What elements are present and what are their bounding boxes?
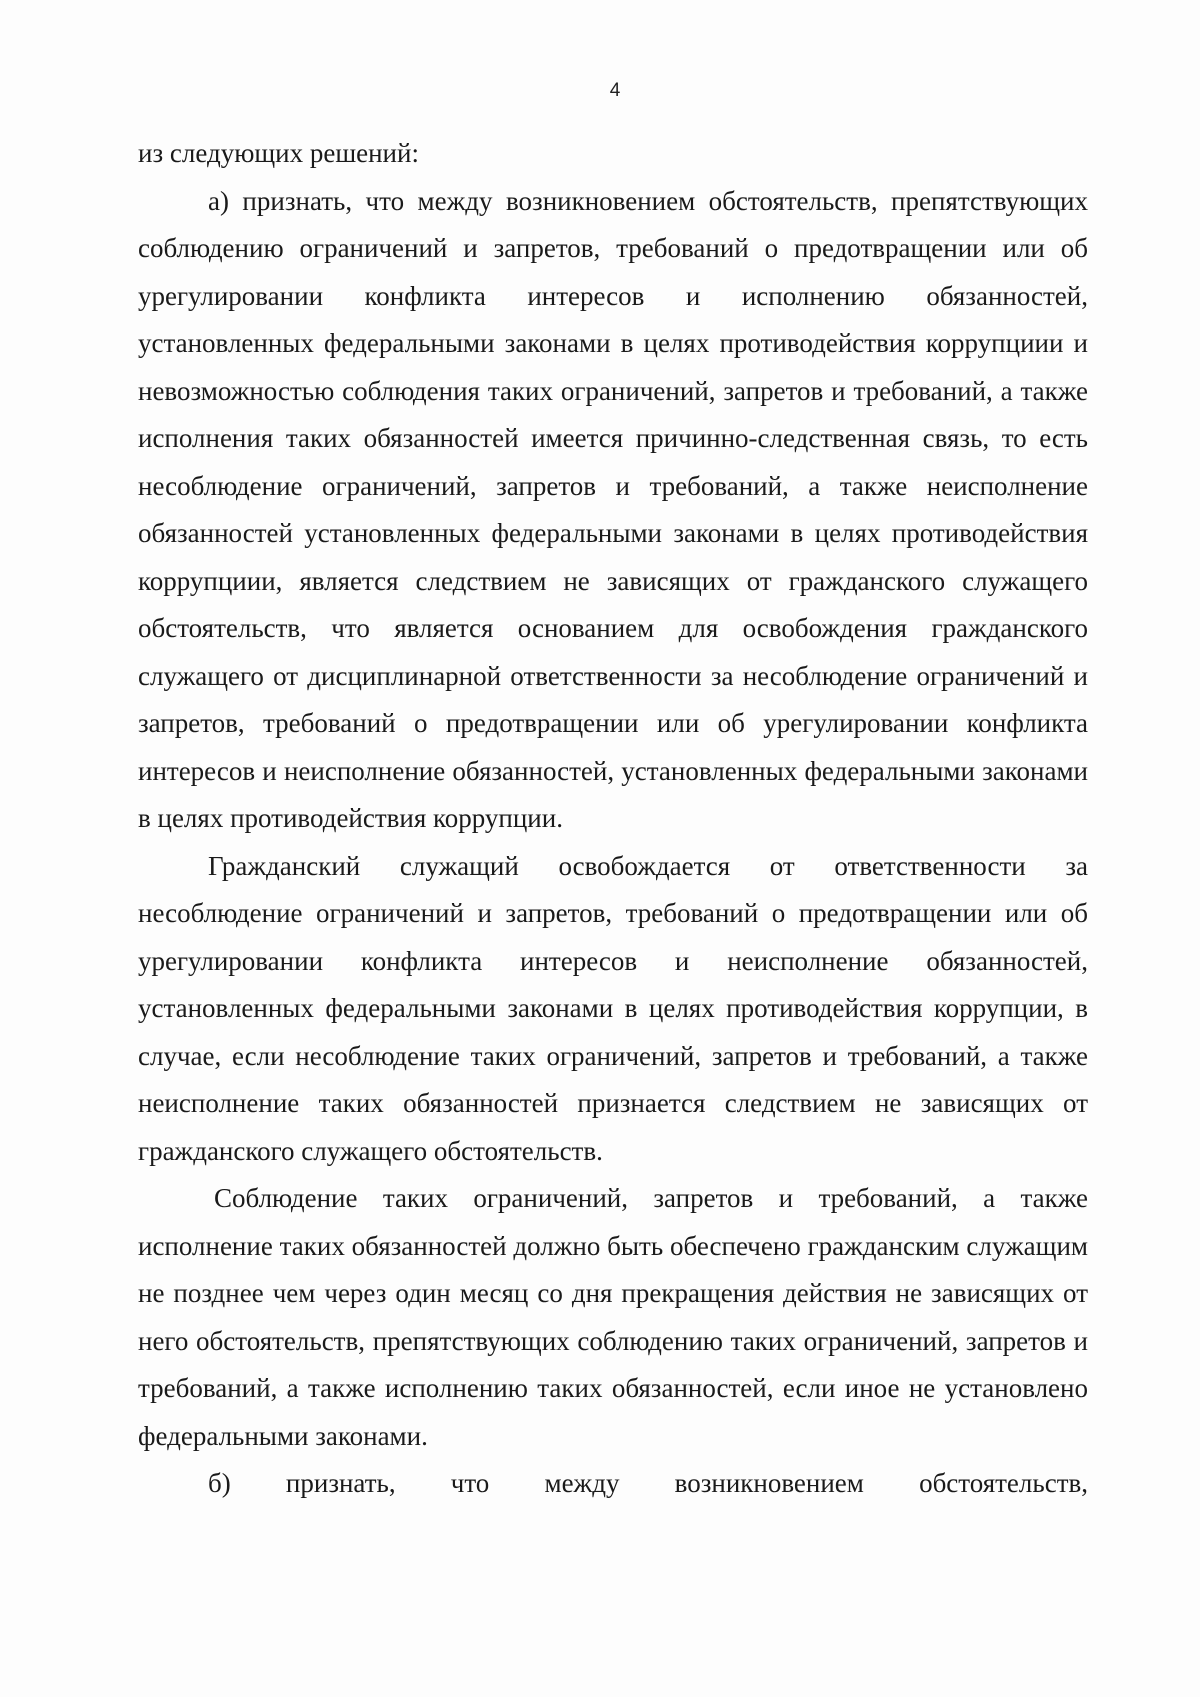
paragraph-decision-a: а) признать, что между возникновением обстоятельств, препятствующих соблюдению ограничений и запретов, требований о предотвращении или об урегулировании конфликта интересов и исполнению обязанностей, установленных федеральными законами в целях противодействия коррупциии и невозможностью соблюдения таких ограничений, запретов и требований, а также исполнения таких обязанностей имеется причинно-следственная связь, то есть несоблюдение ограничений, запретов и требований, а также неисполнение обязанностей установленных федеральными законами в целях противодействия коррупциии, является следствием не зависящих от гражданского служащего обстоятельств, что является основанием для освобождения гражданского служащего от дисциплинарной ответственности за несоблюдение ограничений и запретов, требований о предотвращении или об урегулировании конфликта интересов и неисполнение обязанностей, установленных федеральными законами в целях противодействия коррупции.: [138, 185, 1088, 833]
paragraph-compliance-deadline: Соблюдение таких ограничений, запретов и требований, а также исполнение таких обязанностей должно быть обеспечено гражданским служащим не позднее чем через один месяц со дня прекращения действия не зависящих от него обстоятельств, препятствующих соблюдению таких ограничений, запретов и требований, а также исполнению таких обязанностей, если иное не установлено федеральными законами.: [138, 1183, 1088, 1451]
page-number: 4: [609, 80, 621, 101]
document-body: [138, 130, 1088, 1508]
paragraph-continuation: из следующих решений:: [138, 138, 419, 168]
paragraph-decision-b: б) признать, что между возникновением обстоятельств,: [208, 1468, 1088, 1498]
paragraph-exemption: Гражданский служащий освобождается от ответственности за несоблюдение ограничений и запретов, требований о предотвращении или об урегулировании конфликта интересов и неисполнение обязанностей, установленных федеральными законами в целях противодействия коррупции, в случае, если несоблюдение таких ограничений, запретов и требований, а также неисполнение таких обязанностей признается следствием не зависящих от гражданского служащего обстоятельств.: [138, 850, 1088, 1166]
